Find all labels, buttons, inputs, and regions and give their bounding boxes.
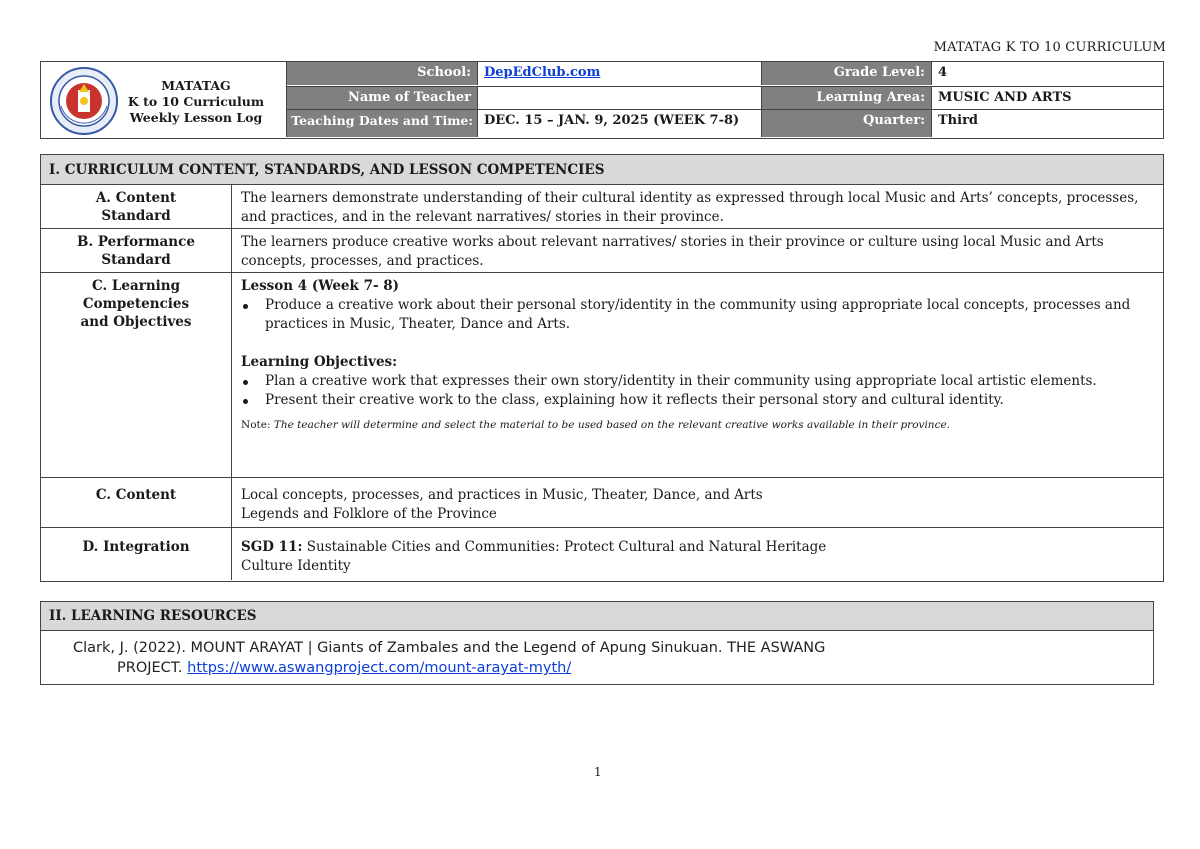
integration-body <box>241 528 1151 576</box>
objective-item-2: Present their creative work to the class, explaining how it reflects their personal story and cultural identity. <box>241 391 1151 410</box>
header-row-teacher <box>287 87 1163 109</box>
header-grid <box>287 62 1163 137</box>
teacher-note <box>241 416 1151 435</box>
grade-value: 4 <box>931 62 1163 85</box>
area-value: MUSIC AND ARTS <box>931 87 1163 109</box>
reference-text-2: PROJECT. <box>117 660 183 676</box>
teacher-label: Name of Teacher <box>287 87 477 109</box>
logo-title: MATATAG <box>161 78 231 93</box>
running-head: MATATAG K TO 10 CURRICULUM <box>933 40 1166 55</box>
dates-value: DEC. 15 – JAN. 9, 2025 (WEEK 7-8) <box>477 110 761 137</box>
competencies-body <box>241 273 1151 435</box>
performance-standard-text: The learners produce creative works about relevant narratives/ stories in their province or culture using local Music and Arts concepts, processes, and practices. <box>241 234 1104 269</box>
sdg-text: Sustainable Cities and Communities: Protect Cultural and Natural Heritage <box>306 539 827 555</box>
objective-item-1: Plan a creative work that expresses their own story/identity in their community using appropriate local artistic elements. <box>241 372 1151 391</box>
logo-subtitle: K to 10 Curriculum <box>127 94 265 109</box>
content-line-1: Local concepts, processes, and practices in Music, Theater, Dance, and Arts <box>241 487 763 503</box>
content-label: C. Content <box>41 478 232 527</box>
row-competencies <box>41 273 1163 478</box>
content-line-2: Legends and Folklore of the Province <box>241 506 497 522</box>
school-link[interactable]: DepEdClub.com <box>484 65 601 80</box>
performance-standard-label <box>41 229 232 272</box>
performance-standard-label-2: Standard <box>101 252 171 268</box>
section-1-title: I. CURRICULUM CONTENT, STANDARDS, AND LESSON COMPETENCIES <box>41 155 1163 185</box>
row-integration <box>41 528 1163 580</box>
reference-text: Clark, J. (2022). MOUNT ARAYAT | Giants of Zambales and the Legend of Apung Sinukuan. THE ASWANG <box>73 640 826 656</box>
content-standard-label <box>41 185 232 228</box>
note-text: The teacher will determine and select the material to be used based on the relevant creative works available in their province. <box>273 419 950 431</box>
header-row-dates <box>287 110 1163 137</box>
competency-list <box>241 296 1151 334</box>
curriculum-section <box>40 154 1164 582</box>
competency-item: Produce a creative work about their personal story/identity in the community using appropriate local concepts, processes and practices in Music, Theater, Dance and Arts. <box>241 296 1151 334</box>
objectives-title: Learning Objectives: <box>241 354 398 370</box>
content-standard-label-1: A. Content <box>95 190 177 206</box>
quarter-label: Quarter: <box>761 110 931 137</box>
deped-seal-icon <box>49 66 119 136</box>
competencies-label-1: C. Learning <box>91 278 181 294</box>
teacher-value <box>477 87 761 109</box>
area-label: Learning Area: <box>761 87 931 109</box>
objectives-list <box>241 372 1151 410</box>
logo-doc-type: Weekly Lesson Log <box>129 110 263 125</box>
competencies-label-2: Competencies <box>82 296 190 312</box>
school-value[interactable] <box>477 62 761 85</box>
integration-label: D. Integration <box>41 528 232 580</box>
content-standard-label-2: Standard <box>101 208 171 224</box>
quarter-value: Third <box>931 110 1163 137</box>
section-2-title: II. LEARNING RESOURCES <box>41 602 1153 631</box>
page-number: 1 <box>594 765 602 779</box>
learning-resources-section <box>40 601 1154 685</box>
reference-continuation <box>73 658 1073 678</box>
row-performance-standard <box>41 229 1163 273</box>
school-label: School: <box>287 62 477 85</box>
reference-link[interactable]: https://www.aswangproject.com/mount-arayat-myth/ <box>187 660 572 676</box>
integration-line-1 <box>241 538 1151 557</box>
lesson-log-header <box>40 61 1164 139</box>
note-label: Note: <box>241 419 271 431</box>
competencies-label <box>41 273 232 477</box>
row-content-standard <box>41 185 1163 229</box>
performance-standard-label-1: B. Performance <box>77 234 195 250</box>
integration-line-2: Culture Identity <box>241 558 351 574</box>
content-standard-text: The learners demonstrate understanding of their cultural identity as expressed through local Music and Arts’ concepts, processes, and practices, and in the relevant narratives/ stories in their province. <box>241 190 1139 225</box>
row-content <box>41 478 1163 528</box>
grade-label: Grade Level: <box>761 62 931 85</box>
competencies-label-3: and Objectives <box>80 314 192 330</box>
reference-entry <box>73 638 1073 678</box>
logo-cell <box>41 62 287 137</box>
dates-label: Teaching Dates and Time: <box>287 110 477 137</box>
lesson-title: Lesson 4 (Week 7- 8) <box>241 278 400 294</box>
header-row-school <box>287 62 1163 85</box>
sdg-label: SGD 11: <box>241 539 303 555</box>
content-body <box>241 478 1151 524</box>
